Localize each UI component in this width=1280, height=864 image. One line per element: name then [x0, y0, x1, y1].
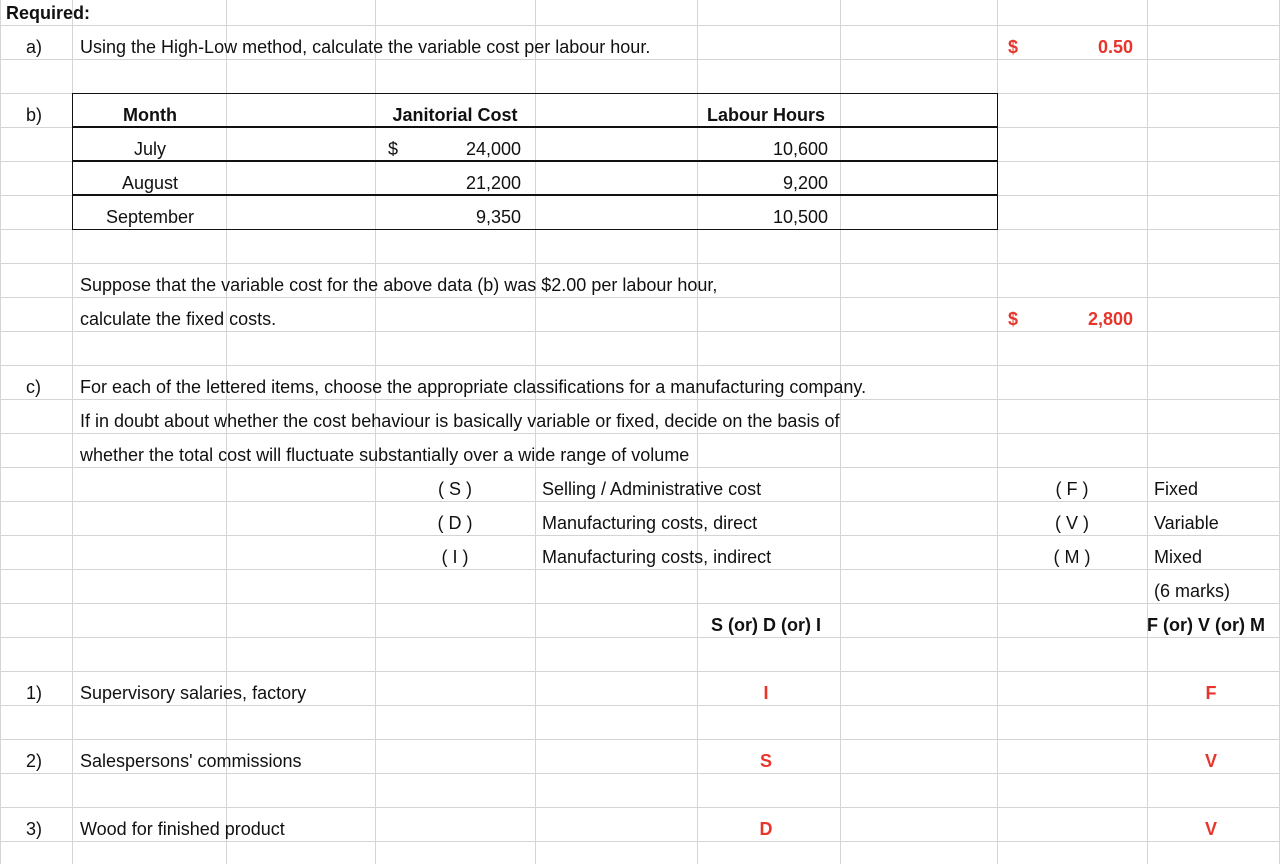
marks-note: (6 marks) [1154, 581, 1230, 601]
part-b-label: b) [26, 105, 43, 125]
item-behaviour-answer[interactable]: F [1205, 683, 1217, 703]
part-b-currency: $ [1008, 309, 1019, 329]
grid-row-line [0, 569, 1280, 570]
grid-row-line [0, 739, 1280, 740]
grid-row-line [0, 297, 1280, 298]
grid-row-line [0, 467, 1280, 468]
table-cell-month: September [105, 207, 195, 227]
grid-row-line [0, 433, 1280, 434]
column-header-behaviour: F (or) V (or) M [1147, 615, 1265, 635]
grid-row-line [0, 331, 1280, 332]
grid-row-line [0, 807, 1280, 808]
part-c-label: c) [26, 377, 41, 397]
table-cell-month: July [133, 139, 167, 159]
grid-row-line [0, 671, 1280, 672]
part-b-answer[interactable]: 2,800 [1087, 309, 1133, 329]
table-rule [72, 160, 998, 162]
item-number: 1) [26, 683, 43, 703]
item-function-answer[interactable]: I [763, 683, 769, 703]
grid-row-line [0, 25, 1280, 26]
function-key-desc: Selling / Administrative cost [542, 479, 762, 499]
grid-row-line [0, 59, 1280, 60]
required-heading: Required: [6, 3, 91, 23]
function-key-code: ( S ) [438, 479, 472, 499]
behaviour-key-desc: Fixed [1154, 479, 1199, 499]
item-behaviour-answer[interactable]: V [1204, 819, 1218, 839]
table-header-month: Month [123, 105, 177, 125]
grid-row-line [0, 841, 1280, 842]
grid-row-line [0, 501, 1280, 502]
grid-row-line [0, 637, 1280, 638]
table-cell-hours: 10,600 [772, 139, 828, 159]
table-header-cost: Janitorial Cost [392, 105, 518, 125]
grid-column-line [0, 0, 1, 864]
item-number: 3) [26, 819, 43, 839]
behaviour-key-code: ( F ) [1055, 479, 1089, 499]
item-function-answer[interactable]: S [759, 751, 773, 771]
function-key-desc: Manufacturing costs, direct [542, 513, 758, 533]
behaviour-key-desc: Variable [1154, 513, 1219, 533]
part-a-question: Using the High-Low method, calculate the variable cost per labour hour. [80, 37, 651, 57]
column-header-function: S (or) D (or) I [711, 615, 821, 635]
grid-row-line [0, 603, 1280, 604]
table-rule [72, 194, 998, 196]
table-cell-hours: 10,500 [772, 207, 828, 227]
item-number: 2) [26, 751, 43, 771]
grid-row-line [0, 399, 1280, 400]
item-text: Supervisory salaries, factory [80, 683, 307, 703]
part-a-currency: $ [1008, 37, 1019, 57]
table-cell-cost: 9,350 [475, 207, 521, 227]
function-key-code: ( D ) [437, 513, 473, 533]
part-b-question-line2: calculate the fixed costs. [80, 309, 277, 329]
item-function-answer[interactable]: D [759, 819, 773, 839]
part-b-question-line1: Suppose that the variable cost for the above data (b) was $2.00 per labour hour, [80, 275, 718, 295]
function-key-code: ( I ) [441, 547, 469, 567]
table-rule [72, 126, 998, 128]
part-a-label: a) [26, 37, 43, 57]
table-cell-hours: 9,200 [782, 173, 828, 193]
grid-row-line [0, 263, 1280, 264]
part-c-instruction: For each of the lettered items, choose the appropriate classifications for a manufacturing company. [80, 377, 867, 397]
table-cell-cost: 21,200 [465, 173, 521, 193]
behaviour-key-code: ( V ) [1055, 513, 1089, 533]
grid-row-line [0, 705, 1280, 706]
grid-row-line [0, 365, 1280, 366]
item-behaviour-answer[interactable]: V [1204, 751, 1218, 771]
table-cell-month: August [121, 173, 179, 193]
behaviour-key-desc: Mixed [1154, 547, 1203, 567]
grid-row-line [0, 535, 1280, 536]
grid-row-line [0, 773, 1280, 774]
item-text: Wood for finished product [80, 819, 285, 839]
part-a-answer[interactable]: 0.50 [1097, 37, 1133, 57]
item-text: Salespersons' commissions [80, 751, 302, 771]
table-cell-currency: $ [388, 139, 399, 159]
part-c-instruction: If in doubt about whether the cost behaviour is basically variable or fixed, decide on the basis of [80, 411, 840, 431]
behaviour-key-code: ( M ) [1053, 547, 1091, 567]
grid-column-line [1147, 0, 1148, 864]
part-c-instruction: whether the total cost will fluctuate substantially over a wide range of volume [80, 445, 690, 465]
table-header-hours: Labour Hours [706, 105, 826, 125]
table-cell-cost: 24,000 [465, 139, 521, 159]
function-key-desc: Manufacturing costs, indirect [542, 547, 772, 567]
